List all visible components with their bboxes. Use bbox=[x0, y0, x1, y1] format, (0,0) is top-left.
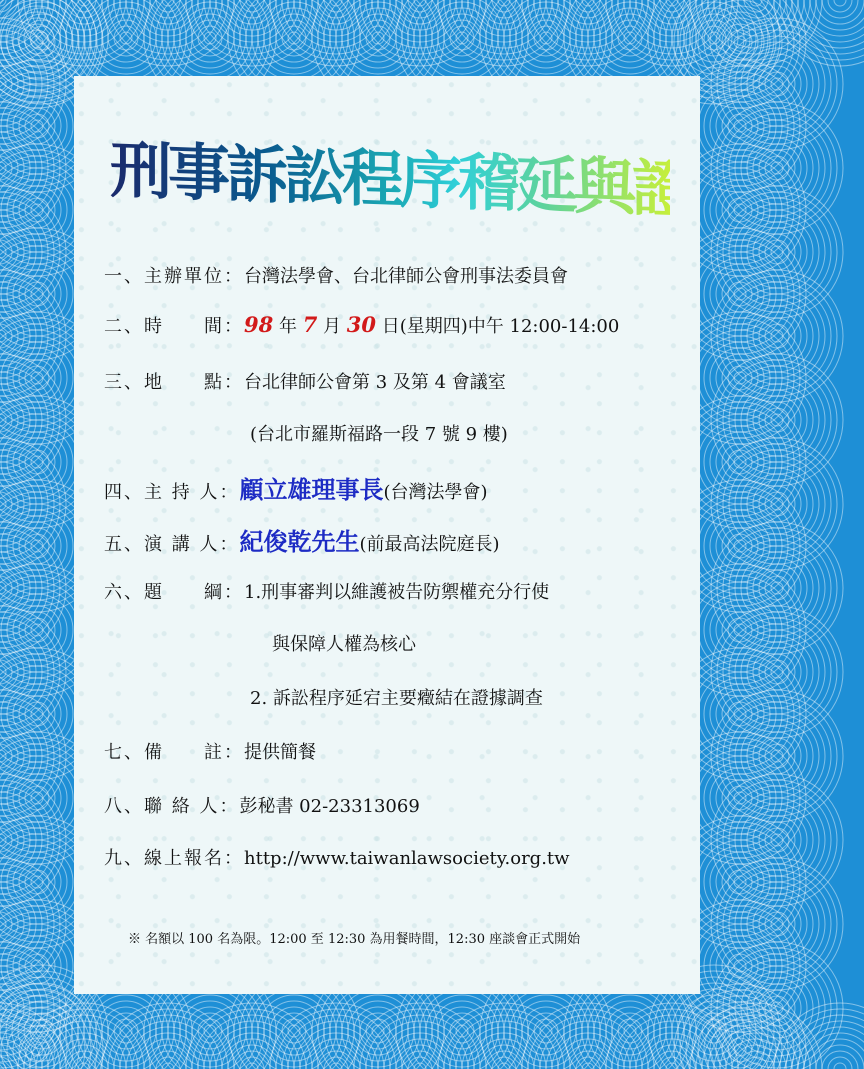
outline-point1b: 與保障人權為核心 bbox=[272, 634, 416, 655]
host-label: 四、主 持 人： bbox=[104, 482, 240, 503]
time-month-unit: 月 bbox=[317, 316, 347, 337]
register-label: 九、線上報名： bbox=[104, 848, 244, 869]
contact-label: 八、聯 絡 人： bbox=[104, 796, 240, 817]
time-day: 30 bbox=[346, 312, 376, 337]
host-name: 顧立雄理事長 bbox=[239, 476, 384, 504]
time-label: 二、時 間： bbox=[104, 316, 244, 337]
time-row bbox=[104, 312, 619, 338]
time-month: 7 bbox=[302, 312, 318, 337]
speaker-label: 五、演 講 人： bbox=[104, 534, 240, 555]
organizer-value: 台灣法學會、台北律師公會刑事法委員會 bbox=[244, 266, 568, 287]
time-rest: 日(星期四)中午 12:00-14:00 bbox=[376, 316, 620, 337]
footnote: ※ 名額以 100 名為限。12:00 至 12:30 為用餐時間，12:30 座談會正式開始 bbox=[128, 932, 581, 947]
flyer-title bbox=[110, 130, 864, 233]
contact-row bbox=[104, 792, 420, 818]
organizer-label: 一、主辦單位： bbox=[104, 266, 244, 287]
register-url: http://www.taiwanlawsociety.org.tw bbox=[244, 848, 570, 869]
speaker-name: 紀俊乾先生 bbox=[239, 528, 360, 556]
outline-point1a: 1.刑事審判以維護被告防禦權充分行使 bbox=[244, 582, 550, 603]
time-year: 98 bbox=[244, 312, 274, 337]
remark-row bbox=[104, 738, 316, 764]
host-row bbox=[104, 470, 488, 505]
outline-point2: 2. 訴訟程序延宕主要癥結在證據調查 bbox=[250, 688, 543, 709]
speaker-row bbox=[104, 522, 500, 557]
host-affiliation: (台灣法學會) bbox=[383, 482, 488, 503]
speaker-affiliation: (前最高法院庭長) bbox=[359, 534, 500, 555]
organizer-row bbox=[104, 262, 568, 288]
outline-row bbox=[104, 578, 549, 604]
place-row bbox=[104, 368, 506, 394]
remark-label: 七、備 註： bbox=[104, 742, 244, 763]
remark-value: 提供簡餐 bbox=[244, 742, 316, 763]
time-year-unit: 年 bbox=[273, 316, 303, 337]
place-label: 三、地 點： bbox=[104, 372, 244, 393]
outline-label: 六、題 綱： bbox=[104, 582, 244, 603]
title-text: 刑事訴訟程序稽延與證據調查 bbox=[110, 120, 670, 229]
register-row bbox=[104, 844, 570, 870]
place-address: (台北市羅斯福路一段 7 號 9 樓) bbox=[250, 424, 508, 445]
contact-value: 彭秘書 02-23313069 bbox=[239, 796, 420, 817]
place-value: 台北律師公會第 3 及第 4 會議室 bbox=[244, 372, 506, 393]
